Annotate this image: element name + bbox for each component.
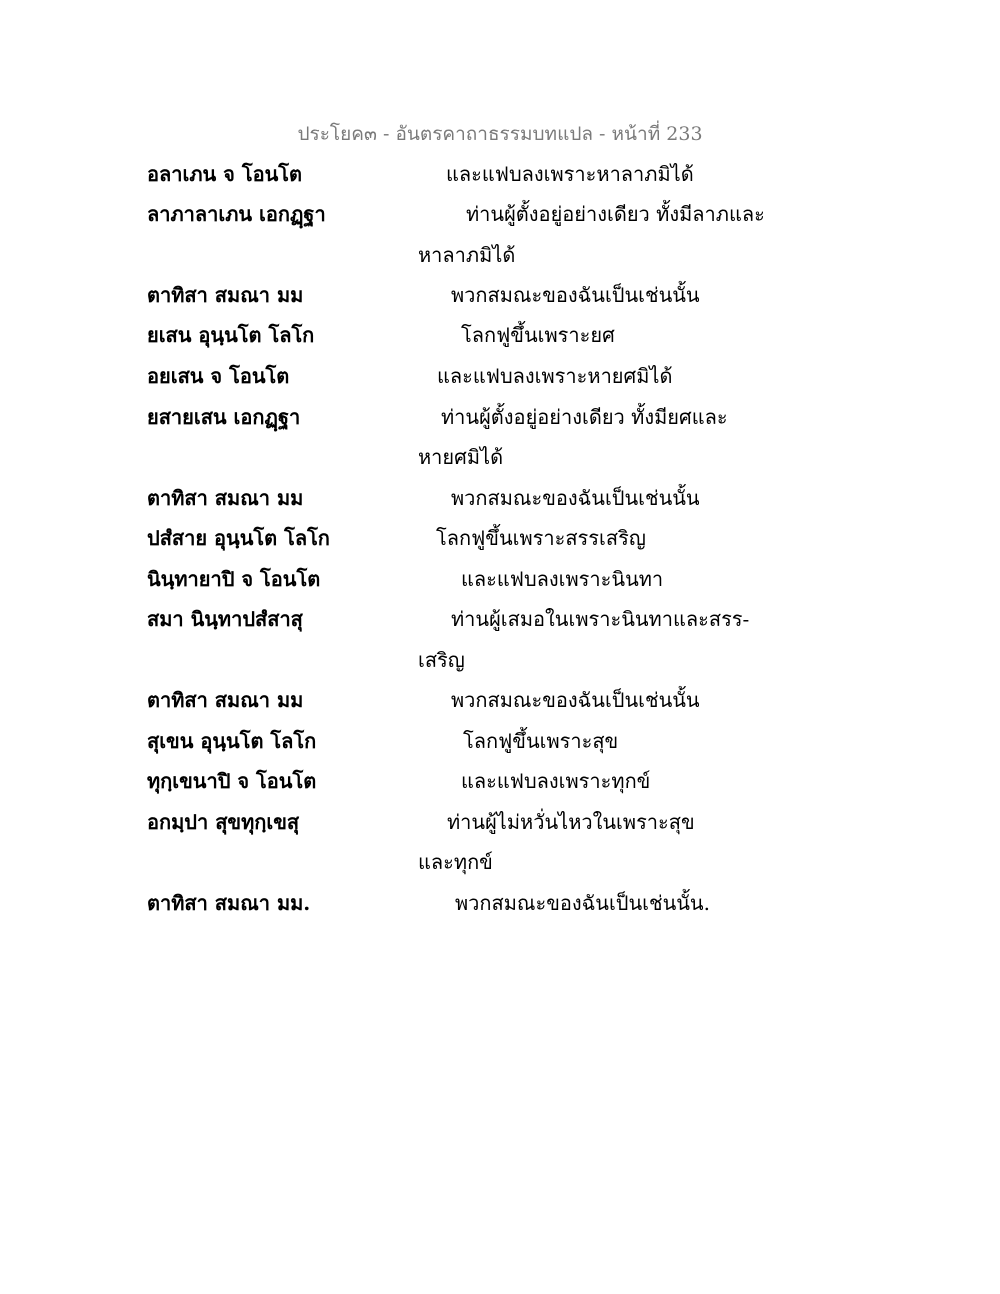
- pali-text: อยเสน จ โอนโต: [147, 364, 290, 388]
- pali-text: สมา นินฺทาปสํสาสุ: [147, 607, 303, 631]
- thai-translation-continued: หายศมิได้: [418, 445, 504, 469]
- thai-translation-continued: และทุกข์: [418, 850, 493, 874]
- verse-row: [0, 602, 1000, 638]
- thai-translation: และแฟบลงเพราะทุกข์: [461, 769, 651, 793]
- thai-translation: โลกฟูขึ้นเพราะสุข: [463, 729, 619, 753]
- thai-translation: พวกสมณะของฉันเป็นเช่นนั้น: [451, 688, 700, 712]
- verse-row: [0, 805, 1000, 841]
- verse-row: [0, 562, 1000, 598]
- verse-row: [0, 197, 1000, 233]
- verse-row: [0, 157, 1000, 193]
- thai-translation: และแฟบลงเพราะหาลาภมิได้: [446, 162, 694, 186]
- pali-text: ทุกฺเขนาปิ จ โอนโต: [147, 769, 317, 793]
- pali-text: ตาทิสา สมณา มม: [147, 688, 304, 712]
- verse-row: [0, 764, 1000, 800]
- verse-row: [0, 886, 1000, 922]
- verse-row: [0, 683, 1000, 719]
- pali-text: ตาทิสา สมณา มม.: [147, 891, 311, 915]
- verse-row: [0, 400, 1000, 436]
- thai-translation: พวกสมณะของฉันเป็นเช่นนั้น: [451, 283, 700, 307]
- thai-translation-continued: เสริญ: [418, 648, 465, 672]
- thai-translation: ท่านผู้ตั้งอยู่อย่างเดียว ทั้งมียศและ: [441, 405, 728, 429]
- pali-text: ตาทิสา สมณา มม: [147, 486, 304, 510]
- pali-text: อลาเภน จ โอนโต: [147, 162, 302, 186]
- verse-row: [0, 481, 1000, 517]
- thai-translation: และแฟบลงเพราะหายศมิได้: [437, 364, 673, 388]
- pali-text: สุเขน อุนฺนโต โลโก: [147, 729, 317, 753]
- pali-text: ลาภาลาเภน เอกฏฺฐา: [147, 202, 326, 226]
- pali-text: ยเสน อุนฺนโต โลโก: [147, 323, 315, 347]
- page-header: ประโยค๓ - อันตรคาถาธรรมบทแปล - หน้าที่ 233: [297, 123, 703, 145]
- verse-row: [0, 318, 1000, 354]
- pali-text: นินฺทายาปิ จ โอนโต: [147, 567, 321, 591]
- thai-translation: ท่านผู้ตั้งอยู่อย่างเดียว ทั้งมีลาภและ: [466, 202, 765, 226]
- thai-translation-continued: หาลาภมิได้: [418, 243, 516, 267]
- thai-translation: ท่านผู้เสมอในเพราะนินทาและสรร-: [451, 607, 750, 631]
- thai-translation: และแฟบลงเพราะนินทา: [461, 567, 664, 591]
- thai-translation: โลกฟูขึ้นเพราะสรรเสริญ: [436, 526, 646, 550]
- thai-translation: พวกสมณะของฉันเป็นเช่นนั้น: [451, 486, 700, 510]
- verse-row: [0, 521, 1000, 557]
- thai-translation: ท่านผู้ไม่หวั่นไหวในเพราะสุข: [447, 810, 695, 834]
- pali-text: ยสายเสน เอกฏฺฐา: [147, 405, 301, 429]
- verse-row: [0, 278, 1000, 314]
- verse-row: [0, 724, 1000, 760]
- pali-text: ปสํสาย อุนฺนโต โลโก: [147, 526, 330, 550]
- pali-text: อกมฺปา สุขทุกฺเขสุ: [147, 810, 300, 834]
- verse-row: [0, 359, 1000, 395]
- thai-translation: โลกฟูขึ้นเพราะยศ: [461, 323, 615, 347]
- thai-translation: พวกสมณะของฉันเป็นเช่นนั้น.: [455, 891, 710, 915]
- pali-text: ตาทิสา สมณา มม: [147, 283, 304, 307]
